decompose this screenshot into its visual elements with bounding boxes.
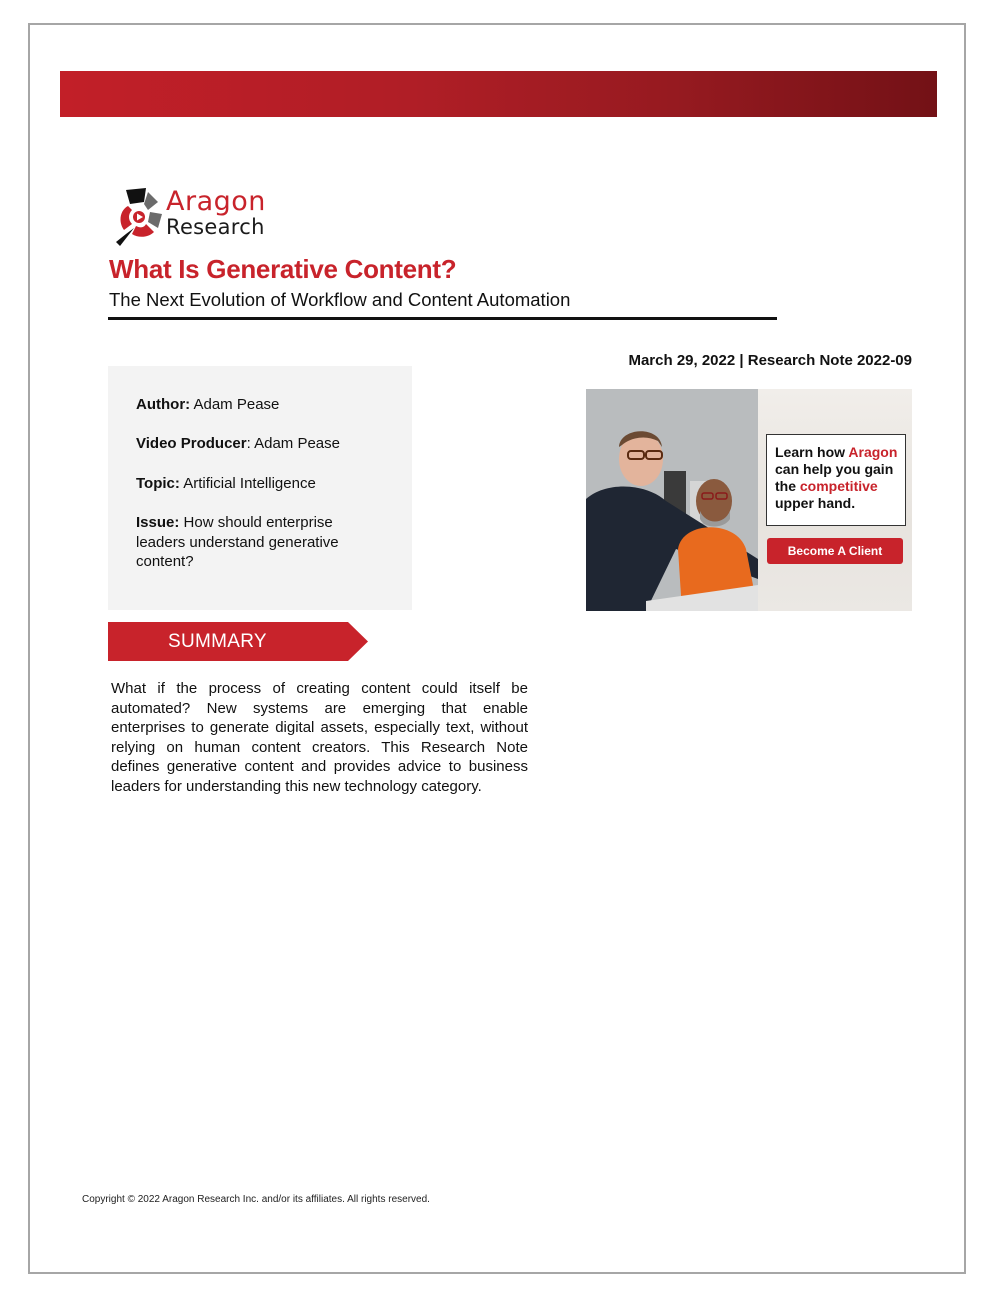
topic-label: Topic: xyxy=(136,475,180,492)
issue-value: How should enterprise leaders understand generative content? xyxy=(136,514,339,570)
logo-wordmark-research: Research xyxy=(166,215,265,239)
author-label: Author: xyxy=(136,396,191,413)
dateline: March 29, 2022 | Research Note 2022-09 xyxy=(628,352,912,369)
ad-line-3: the competitive xyxy=(775,478,878,494)
producer-value: : Adam Pease xyxy=(246,435,340,452)
info-panel xyxy=(108,366,412,610)
summary-heading: SUMMARY xyxy=(168,631,267,652)
logo-wordmark-aragon: Aragon xyxy=(166,186,266,217)
producer-label: Video Producer xyxy=(136,435,247,452)
topic-value: Artificial Intelligence xyxy=(179,475,316,492)
page-subtitle: The Next Evolution of Workflow and Content Automation xyxy=(109,289,571,310)
title-divider xyxy=(108,317,777,320)
ad-line-4: upper hand. xyxy=(775,495,856,511)
ad-photo xyxy=(586,389,758,611)
ad-line-2: can help you gain xyxy=(775,461,894,477)
aragon-logo xyxy=(114,188,294,244)
become-client-ad[interactable] xyxy=(586,389,912,611)
ad-message xyxy=(766,434,906,526)
author-value: Adam Pease xyxy=(190,396,280,413)
author-row xyxy=(136,395,386,415)
issue-label: Issue: xyxy=(136,514,180,531)
topic-row xyxy=(136,474,386,494)
people-photo-illustration xyxy=(586,389,758,611)
ad-line-1: Learn how Aragon xyxy=(775,444,898,460)
copyright-footer: Copyright © 2022 Aragon Research Inc. and/or its affiliates. All rights reserved. xyxy=(82,1194,430,1205)
header-band xyxy=(60,71,937,117)
aragon-logo-icon xyxy=(114,188,164,246)
issue-row xyxy=(136,513,371,572)
producer-row xyxy=(136,434,386,454)
page-title: What Is Generative Content? xyxy=(109,254,457,284)
become-client-button[interactable]: Become A Client xyxy=(767,538,903,564)
summary-body: What if the process of creating content could itself be automated? New systems are emerging that enable enterprises to generate digital assets, especially text, without relying on human content creators. This Research Note defines generative content and provides advice to business leaders for understanding this new technology category. xyxy=(111,680,528,795)
summary-heading-tab xyxy=(108,622,368,661)
